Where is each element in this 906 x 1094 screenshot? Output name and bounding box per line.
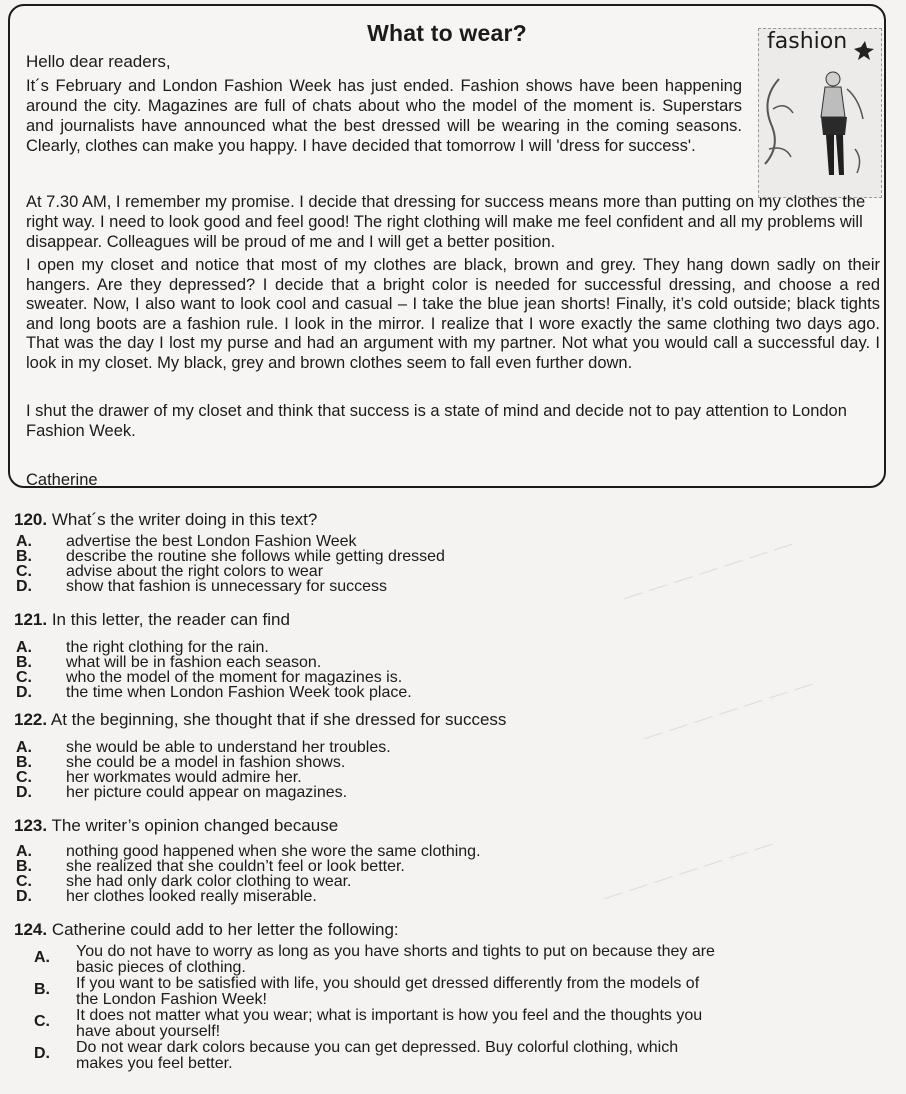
option-letter: D. [16,684,32,701]
option-letter: D. [16,784,32,801]
option-letter: A. [16,533,32,550]
question-text: At the beginning, she thought that if she dressed for success [50,710,507,729]
question-stem [14,510,317,530]
option-text: describe the routine she follows while getting dressed [66,548,445,565]
option-text: her workmates would admire her. [66,769,302,786]
question-number: 121. [14,610,48,629]
watermark: — — — — — — — [620,533,797,608]
option-text: advise about the right colors to wear [66,563,324,580]
option-letter: B. [16,754,32,771]
option-letter: A. [34,949,50,966]
question-stem [14,610,290,630]
question-number: 123. [14,816,48,835]
option-text: who the model of the moment for magazines is. [66,669,403,686]
question-stem [14,816,338,836]
letter-title: What to wear? [367,20,527,46]
option-text: You do not have to worry as long as you have shorts and tights to put on because they are basic pieces of clothing. [76,943,715,976]
option-text: her picture could appear on magazines. [66,784,348,801]
option-letter: C. [16,873,32,890]
question-text: What´s the writer doing in this text? [51,510,318,529]
option-letter: C. [16,563,32,580]
option-c[interactable] [14,1008,874,1042]
question-stem [14,920,399,940]
question-stem [14,710,506,730]
question-text: The writer’s opinion changed because [51,816,339,835]
option-text: nothing good happened when she wore the same clothing. [66,843,481,860]
option-letter: A. [16,739,32,756]
option-text: If you want to be satisfied with life, you should get dressed differently from the models of the London Fashion Week! [76,975,700,1008]
option-text: the time when London Fashion Week took place. [66,684,412,701]
option-a[interactable] [14,944,874,978]
letter-signature: Catherine [26,471,98,489]
option-text: she would be able to understand her troubles. [66,739,391,756]
option-d[interactable] [14,1040,874,1074]
option-letter: D. [16,578,32,595]
question-text: In this letter, the reader can find [51,610,290,629]
option-letter: B. [16,548,32,565]
option-text: what will be in fashion each season. [66,654,322,671]
option-letter: B. [16,654,32,671]
option-text: the right clothing for the rain. [66,639,269,656]
letter-greeting: Hello dear readers, [26,52,171,71]
option-letter: C. [16,769,32,786]
watermark: — — — — — — — [600,833,777,908]
letter-paragraph-4: I shut the drawer of my closet and think that success is a state of mind and decide not to pay attention to London Fashion Week. [26,402,847,440]
option-letter: C. [16,669,32,686]
option-text: It does not matter what you wear; what is important is how you feel and the thoughts you have about yourself! [76,1007,703,1040]
option-text: her clothes looked really miserable. [66,888,317,905]
option-letter: A. [16,843,32,860]
letter-box [8,4,886,488]
fashion-word: fashion [767,29,848,54]
question-number: 120. [14,510,48,529]
question-number: 122. [14,710,48,729]
option-letter: B. [16,858,32,875]
question-number: 124. [14,920,48,939]
option-letter: C. [34,1013,50,1030]
option-text: she had only dark color clothing to wear. [66,873,352,890]
option-letter: D. [16,888,32,905]
option-text: she realized that she couldn’t feel or look better. [66,858,405,875]
option-text: she could be a model in fashion shows. [66,754,346,771]
watermark: — — — — — — — [640,673,817,748]
option-text: show that fashion is unnecessary for success [66,578,388,595]
letter-paragraph-3: I open my closet and notice that most of my clothes are black, brown and grey. They hang down sadly on their hangers. Are they depressed? I decide that a bright color is needed for successful dressing, and choose a red sweater. Now, I also want to look cool and casual – I take the blue jean shorts! Finally, it’s cold outside; black tights and long boots are a fashion rule. I look in the mirror. I realize that I wore exactly the same clothing two days ago. That was the day I lost my purse and had an argument with my partner. Not what you would call a successful day. I look in my closet. My black, grey and brown clothes seem to fall even further down. [26,256,880,372]
option-text: advertise the best London Fashion Week [66,533,357,550]
fashion-illustration [758,28,882,198]
option-letter: D. [34,1045,50,1062]
letter-paragraph-2: At 7.30 AM, I remember my promise. I decide that dressing for success means more than putting on my clothes the right way. I need to look good and feel good! The right clothing will make me feel confident and all my problems will disappear. Colleagues will be proud of me and I will get a better position. [26,193,866,251]
option-letter: A. [16,639,32,656]
fashion-figure-icon [759,29,881,197]
option-letter: B. [34,981,50,998]
letter-paragraph-1: It´s February and London Fashion Week has just ended. Fashion shows have been happening around the city. Magazines are full of chats about who the model of the moment is. Superstars and journalists have announced what the best dressed will be wearing in the coming seasons. Clearly, clothes can make you happy. I have decided that tomorrow I will 'dress for success'. [26,77,742,155]
option-b[interactable] [14,976,874,1010]
question-text: Catherine could add to her letter the following: [51,920,399,939]
option-text: Do not wear dark colors because you can get depressed. Buy colorful clothing, which makes you feel better. [76,1039,679,1072]
